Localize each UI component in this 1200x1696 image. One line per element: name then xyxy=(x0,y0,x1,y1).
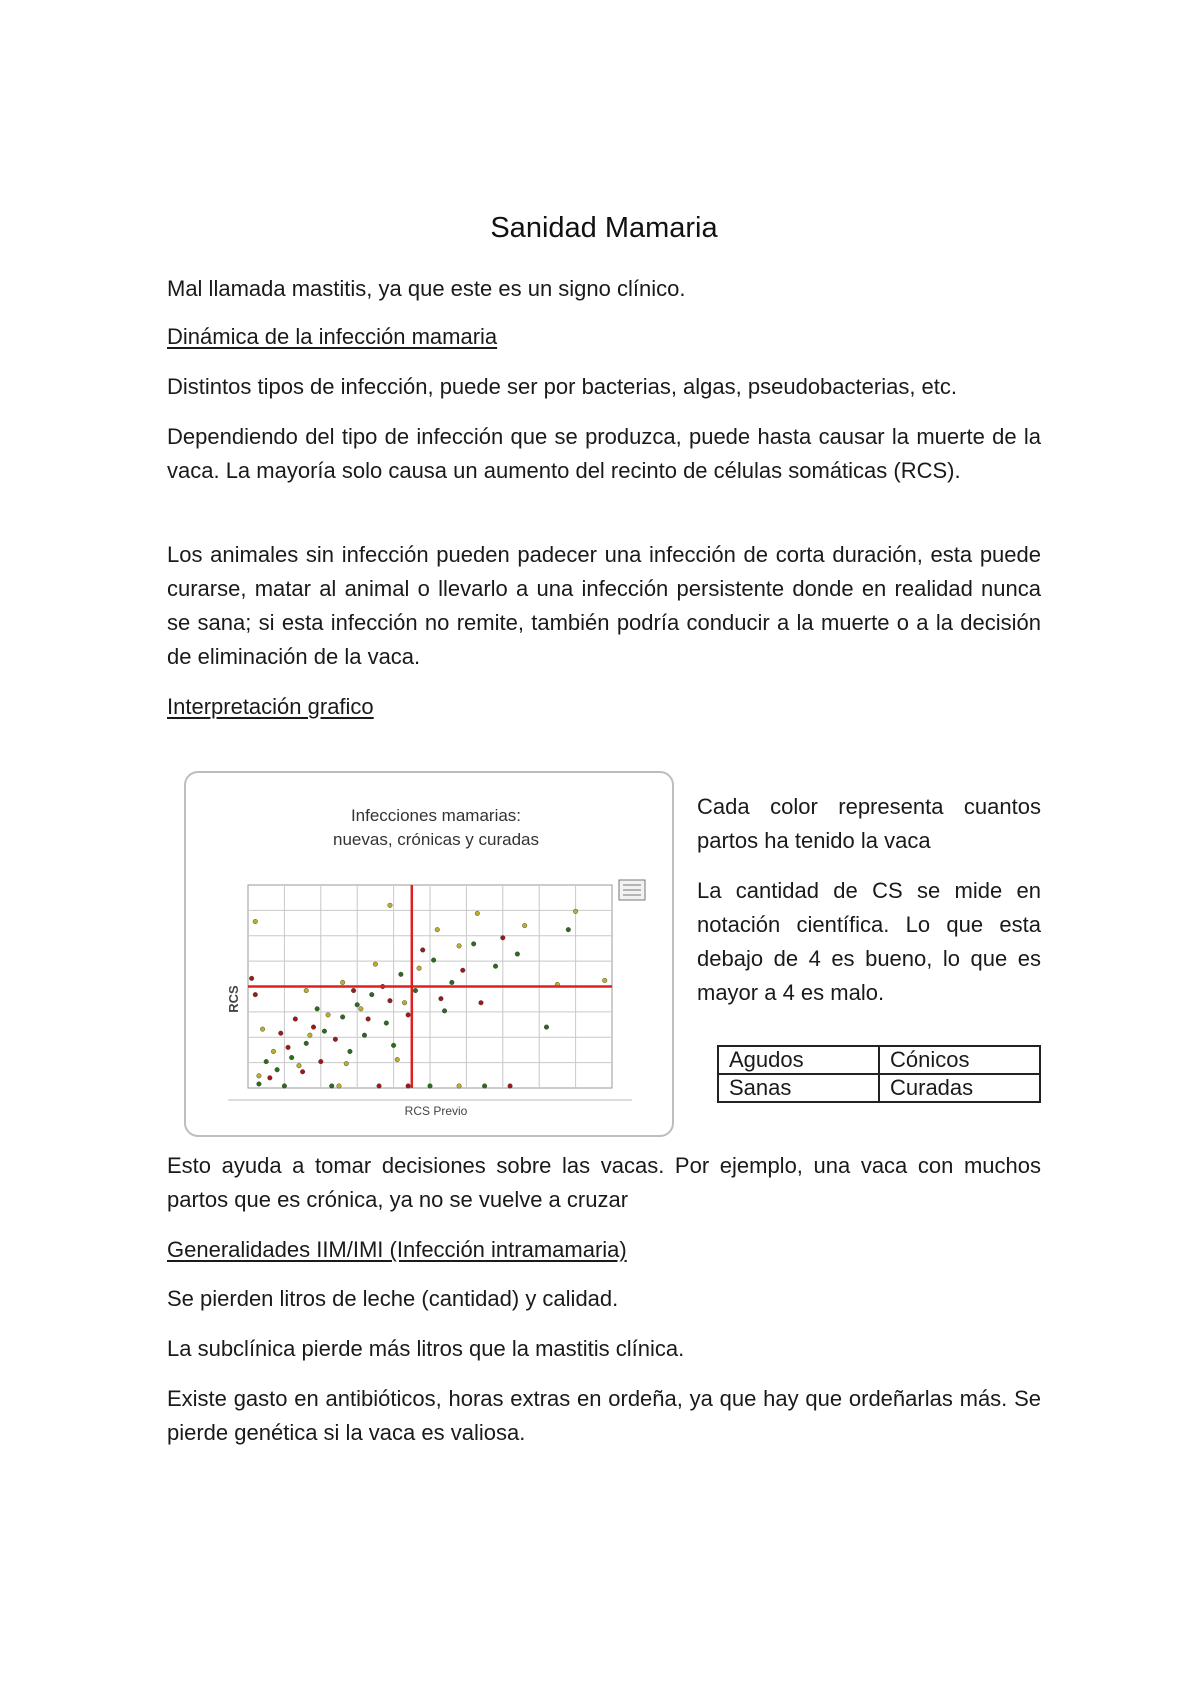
legend-icon xyxy=(619,880,645,900)
data-point xyxy=(264,1059,269,1064)
side-paragraph-color: Cada color representa cuantos partos ha tenido la vaca xyxy=(697,794,1041,853)
data-point xyxy=(278,1031,283,1036)
data-point xyxy=(406,1084,411,1089)
table-cell: Agudos xyxy=(718,1046,879,1074)
data-point xyxy=(479,1000,484,1005)
section-heading-dinamica: Dinámica de la infección mamaria xyxy=(167,324,498,349)
data-point xyxy=(515,952,520,957)
section-heading-generalidades: Generalidades IIM/IMI (Infección intramamaria) xyxy=(167,1237,627,1262)
data-point xyxy=(508,1084,513,1089)
data-point xyxy=(384,1021,389,1026)
data-point xyxy=(442,1009,447,1014)
chart-figure xyxy=(184,771,674,1137)
data-point xyxy=(493,964,498,969)
table-row xyxy=(718,1046,1040,1074)
chart-x-label: RCS Previo xyxy=(404,1104,468,1118)
data-point xyxy=(457,1084,462,1089)
data-point xyxy=(253,919,258,924)
section-heading-interpretacion: Interpretación grafico xyxy=(167,694,374,719)
table-row xyxy=(718,1074,1040,1102)
data-point xyxy=(268,1076,273,1081)
data-point xyxy=(460,968,465,973)
page-title: Sanidad Mamaria xyxy=(490,212,718,244)
data-point xyxy=(373,962,378,967)
data-point xyxy=(402,1000,407,1005)
data-point xyxy=(322,1029,327,1034)
data-point xyxy=(362,1033,367,1038)
data-point xyxy=(340,980,345,985)
data-point xyxy=(413,988,418,993)
data-point xyxy=(333,1037,338,1042)
data-point xyxy=(566,927,571,932)
data-point xyxy=(522,923,527,928)
paragraph-subclinica: La subclínica pierde más litros que la mastitis clínica. xyxy=(167,1336,685,1361)
data-point xyxy=(308,1033,313,1038)
table-cell: Curadas xyxy=(879,1074,1040,1102)
data-point xyxy=(257,1082,262,1087)
data-point xyxy=(501,935,506,940)
data-point xyxy=(355,1002,360,1007)
paragraph-decisiones: Esto ayuda a tomar decisiones sobre las vacas. Por ejemplo, una vaca con muchos partos que es crónica, ya no se vuelve a cruzar xyxy=(167,1153,1041,1212)
data-point xyxy=(293,1017,298,1022)
data-point xyxy=(475,911,480,916)
table-cell: Cónicos xyxy=(879,1046,1040,1074)
intro-paragraph: Mal llamada mastitis, ya que este es un signo clínico. xyxy=(167,276,686,301)
chart-title: Infecciones mamarias: xyxy=(350,806,522,825)
data-point xyxy=(253,992,258,997)
data-point xyxy=(544,1025,549,1030)
data-point xyxy=(282,1084,287,1089)
data-point xyxy=(319,1059,324,1064)
data-point xyxy=(482,1084,487,1089)
data-point xyxy=(471,942,476,947)
data-point xyxy=(369,992,374,997)
legend-table xyxy=(717,1045,1041,1103)
data-point xyxy=(420,948,425,953)
data-point xyxy=(388,903,393,908)
paragraph-dependiendo: Dependiendo del tipo de infección que se produzca, puede hasta causar la muerte de la vaca. La mayoría solo causa un aumento del recinto de células somáticas (RCS). xyxy=(167,424,1041,483)
data-point xyxy=(249,976,254,981)
paragraph-litros: Se pierden litros de leche (cantidad) y calidad. xyxy=(167,1286,619,1311)
data-point xyxy=(304,1041,309,1046)
data-point xyxy=(275,1067,280,1072)
data-point xyxy=(257,1074,262,1079)
data-point xyxy=(340,1015,345,1020)
data-point xyxy=(286,1045,291,1050)
data-point xyxy=(395,1057,400,1062)
data-point xyxy=(450,980,455,985)
data-point xyxy=(377,1084,382,1089)
data-point xyxy=(573,909,578,914)
chart-subtitle: nuevas, crónicas y curadas xyxy=(333,830,539,849)
data-point xyxy=(428,1084,433,1089)
data-point xyxy=(311,1025,316,1030)
data-point xyxy=(326,1013,331,1018)
data-point xyxy=(348,1049,353,1054)
data-point xyxy=(602,978,607,983)
data-point xyxy=(304,988,309,993)
data-point xyxy=(359,1007,364,1012)
data-point xyxy=(417,966,422,971)
data-point xyxy=(439,996,444,1001)
data-point xyxy=(344,1061,349,1066)
data-point xyxy=(337,1084,342,1089)
paragraph-animales: Los animales sin infección pueden padecer una infección de corta duración, esta puede curarse, matar al animal o llevarlo a una infección persistente donde en realidad nunca se sana; si esta infección no remite, también podría conducir a la muerte o a la decisión de eliminación de la vaca. xyxy=(167,542,1041,669)
data-point xyxy=(289,1055,294,1060)
data-point xyxy=(271,1049,276,1054)
data-point xyxy=(457,944,462,949)
data-point xyxy=(435,927,440,932)
data-point xyxy=(388,998,393,1003)
data-point xyxy=(391,1043,396,1048)
side-paragraph-cs: La cantidad de CS se mide en notación científica. Lo que esta debajo de 4 es bueno, lo que es mayor a 4 es malo. xyxy=(697,878,1041,1005)
data-point xyxy=(260,1027,265,1032)
data-point xyxy=(329,1084,334,1089)
scatter-chart xyxy=(186,773,672,1135)
data-point xyxy=(351,988,356,993)
table-cell: Sanas xyxy=(718,1074,879,1102)
data-point xyxy=(315,1007,320,1012)
data-point xyxy=(300,1069,305,1074)
data-point xyxy=(366,1017,371,1022)
data-point xyxy=(399,972,404,977)
paragraph-gasto: Existe gasto en antibióticos, horas extras en ordeña, ya que hay que ordeñarlas más. Se pierde genética si la vaca es valiosa. xyxy=(167,1386,1041,1445)
chart-y-label: RCS xyxy=(226,985,241,1013)
data-point xyxy=(406,1013,411,1018)
data-point xyxy=(297,1063,302,1068)
paragraph-tipos: Distintos tipos de infección, puede ser por bacterias, algas, pseudobacterias, etc. xyxy=(167,374,958,399)
data-point xyxy=(431,958,436,963)
